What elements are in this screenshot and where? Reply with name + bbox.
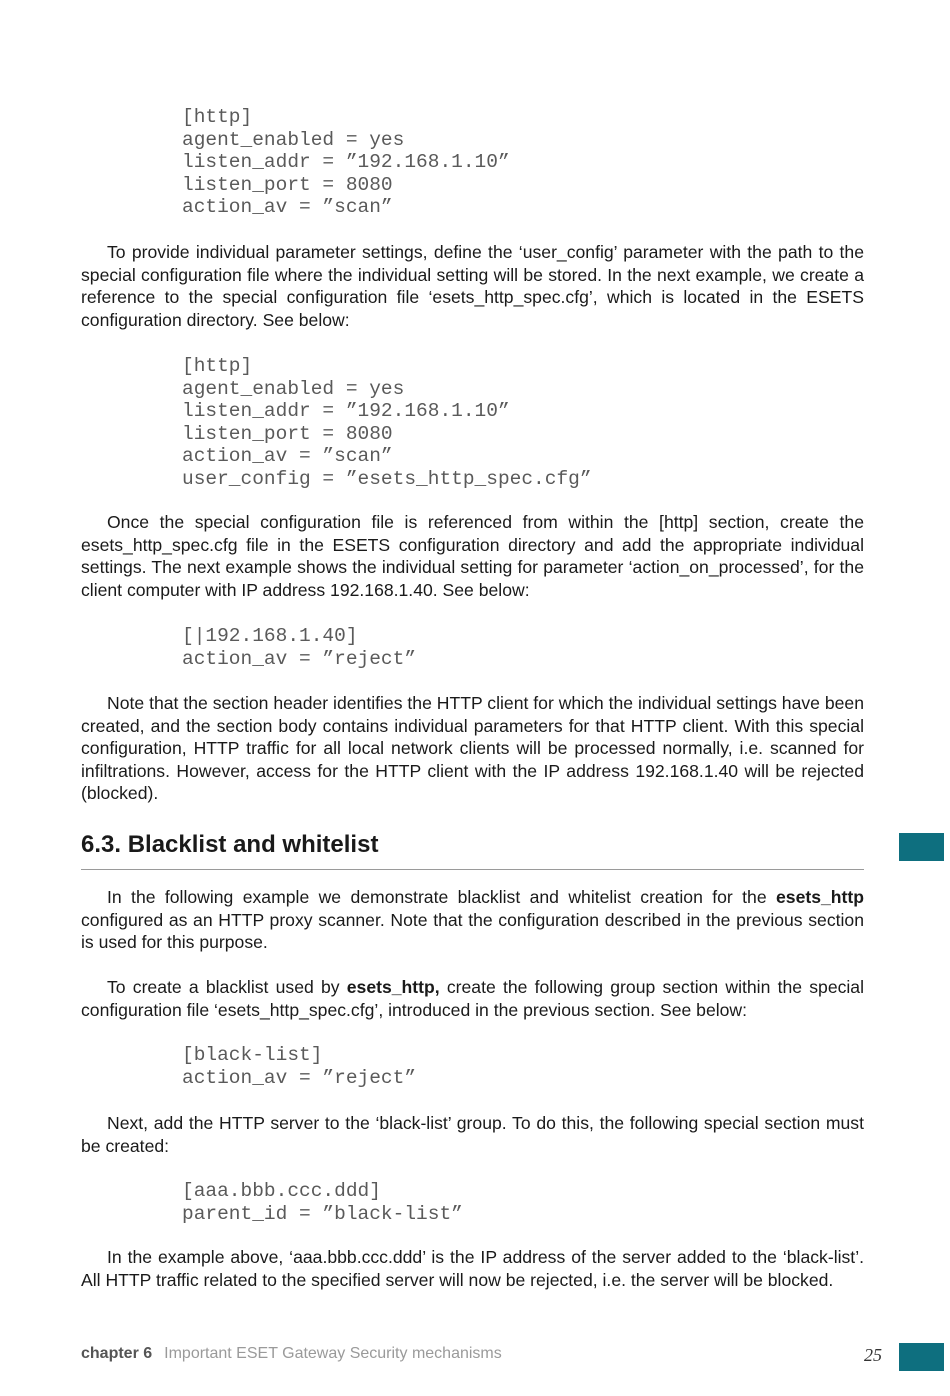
bold-term: esets_http,: [346, 977, 440, 997]
code-line: parent_id = ”black-list”: [182, 1202, 463, 1225]
code-line: action_av = ”scan”: [182, 445, 393, 468]
chapter-title: Important ESET Gateway Security mechanisms: [164, 1345, 502, 1362]
bold-term: esets_http: [776, 887, 864, 907]
code-line: action_av = ”reject”: [182, 647, 417, 670]
code-line: agent_enabled = yes: [182, 128, 405, 151]
code-line: listen_port = 8080: [182, 173, 393, 196]
code-line: listen_port = 8080: [182, 422, 393, 445]
code-line: [black-list]: [182, 1044, 323, 1066]
paragraph: In the example above, ‘aaa.bbb.ccc.ddd’ is the IP address of the server added to the ‘black-list’. All HTTP traffic related to the specified server will now be rejected, i.e. the server will be blocked.: [81, 1247, 864, 1290]
code-block: [182, 106, 510, 219]
chapter-label: chapter 6: [81, 1345, 153, 1362]
paragraph: [81, 886, 864, 954]
paragraph: Next, add the HTTP server to the ‘black-list’ group. To do this, the following special section must be created:: [81, 1113, 864, 1156]
section-heading: 6.3. Blacklist and whitelist: [81, 831, 379, 858]
code-line: listen_addr = ”192.168.1.10”: [182, 151, 510, 174]
paragraph: [81, 976, 864, 1021]
code-line: [http]: [182, 106, 253, 128]
page-number: 25: [864, 1345, 882, 1365]
footer-chapter: [81, 1343, 502, 1365]
footer-tab-marker: [899, 1343, 944, 1371]
paragraph-text: configured as an HTTP proxy scanner. Note that the configuration described in the previous section is used for this purpose.: [81, 909, 864, 953]
code-block: [182, 355, 592, 491]
paragraph-text: To create a blacklist used by: [107, 977, 347, 997]
code-block: [182, 625, 416, 670]
heading-rule: [81, 869, 864, 870]
paragraph: To provide individual parameter settings, define the ‘user_config’ parameter with the path to the special configuration file where the individual setting will be stored. In the next example, we create a reference to the special configuration file ‘esets_http_spec.cfg’, which is located in the ESETS configuration directory. See below:: [81, 242, 864, 330]
code-line: user_config = ”esets_http_spec.cfg”: [182, 467, 592, 490]
paragraph: Note that the section header identifies the HTTP client for which the individual settings have been created, and the section body contains individual parameters for that HTTP client. With this special configuration, HTTP traffic for all local network clients will be processed normally, i.e. scanned for infiltrations. However, access for the HTTP client with the IP address 192.168.1.40 will be rejected (blocked).: [81, 693, 864, 804]
code-line: action_av = ”reject”: [182, 1066, 417, 1089]
paragraph: Once the special configuration file is referenced from within the [http] section, create the esets_http_spec.cfg file in the ESETS configuration directory and add the appropriate individual settings. The next example shows the individual setting for parameter ‘action_on_processed’, for the client computer with IP address 192.168.1.40. See below:: [81, 512, 864, 600]
code-line: listen_addr = ”192.168.1.10”: [182, 400, 510, 423]
code-line: action_av = ”scan”: [182, 196, 393, 219]
code-block: [182, 1044, 416, 1089]
code-line: agent_enabled = yes: [182, 377, 405, 400]
paragraph-text: create the following group section within the special configuration file ‘esets_http_spec.cfg’, introduced in the previous section. See below:: [81, 977, 864, 1020]
code-line: [|192.168.1.40]: [182, 625, 358, 647]
code-line: [http]: [182, 355, 253, 377]
chapter-tab-marker: [899, 833, 944, 861]
paragraph-text: In the following example we demonstrate blacklist and whitelist creation for the: [107, 887, 776, 907]
code-block: [182, 1180, 463, 1225]
code-line: [aaa.bbb.ccc.ddd]: [182, 1180, 381, 1202]
